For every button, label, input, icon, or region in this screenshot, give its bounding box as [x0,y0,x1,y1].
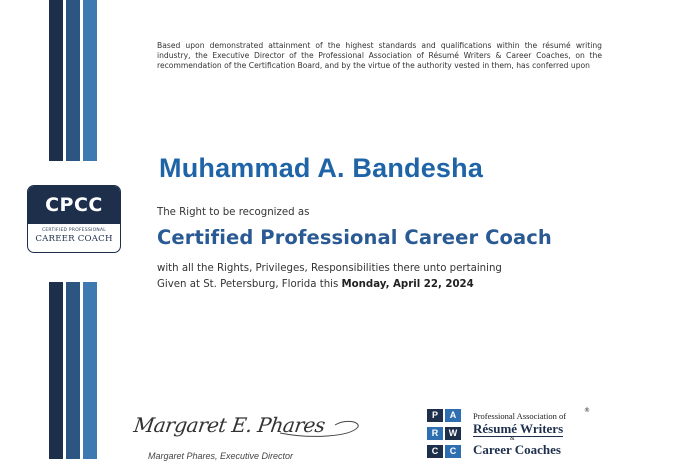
badge-large-text: CAREER COACH [35,234,113,244]
badge-small-text: CERTIFIED PROFESSIONAL [41,228,107,233]
logo-square-a: A [445,409,461,422]
decor-bar-light-bottom [83,282,97,459]
signer-name: Margaret Phares, Executive Director [148,451,294,461]
logo-ampersand: & [510,436,515,442]
credential-title: Certified Professional Career Coach [157,226,552,249]
logo-square-c2: C [445,445,461,458]
given-prefix: Given at St. Petersburg, Florida this [157,279,342,290]
decor-bar-mid-top [66,0,80,161]
signature-flourish [130,405,365,447]
decor-bar-mid-bottom [66,282,80,459]
decor-bar-dark-top [49,0,63,161]
logo-resume-writers: Résumé Writers [473,421,564,436]
parwcc-logo [427,407,607,459]
logo-registered-mark: ® [584,407,590,414]
decor-bar-light-top [83,0,97,161]
cpcc-badge-logo [27,185,121,253]
badge-acronym: CPCC [28,186,120,224]
logo-square-c1: C [427,445,443,458]
handwritten-signature [130,405,365,447]
intro-paragraph: Based upon demonstrated attainment of the highest standards and qualifications within the résumé writing industry, the Executive Director of the Professional Association of Résumé Writers & Career Coaches, on the recommendation of the Certification Board, and by the virtue of the authority vested in them, has conferred upon [157,41,602,71]
logo-square-r: R [427,427,443,440]
given-line [157,279,474,290]
decor-bar-dark-bottom [49,282,63,459]
logo-assoc-text: Professional Association of [473,411,567,421]
logo-square-p: P [427,409,443,422]
logo-square-w: W [445,427,461,440]
recognition-line: The Right to be recognized as [157,207,310,218]
logo-career-coaches: Career Coaches [473,442,561,457]
signature-script: Margaret E. Phares [132,413,327,437]
given-date: Monday, April 22, 2024 [341,279,474,290]
recipient-name: Muhammad A. Bandesha [159,153,484,183]
rights-line: with all the Rights, Privileges, Responsibilities there unto pertaining [157,263,502,274]
